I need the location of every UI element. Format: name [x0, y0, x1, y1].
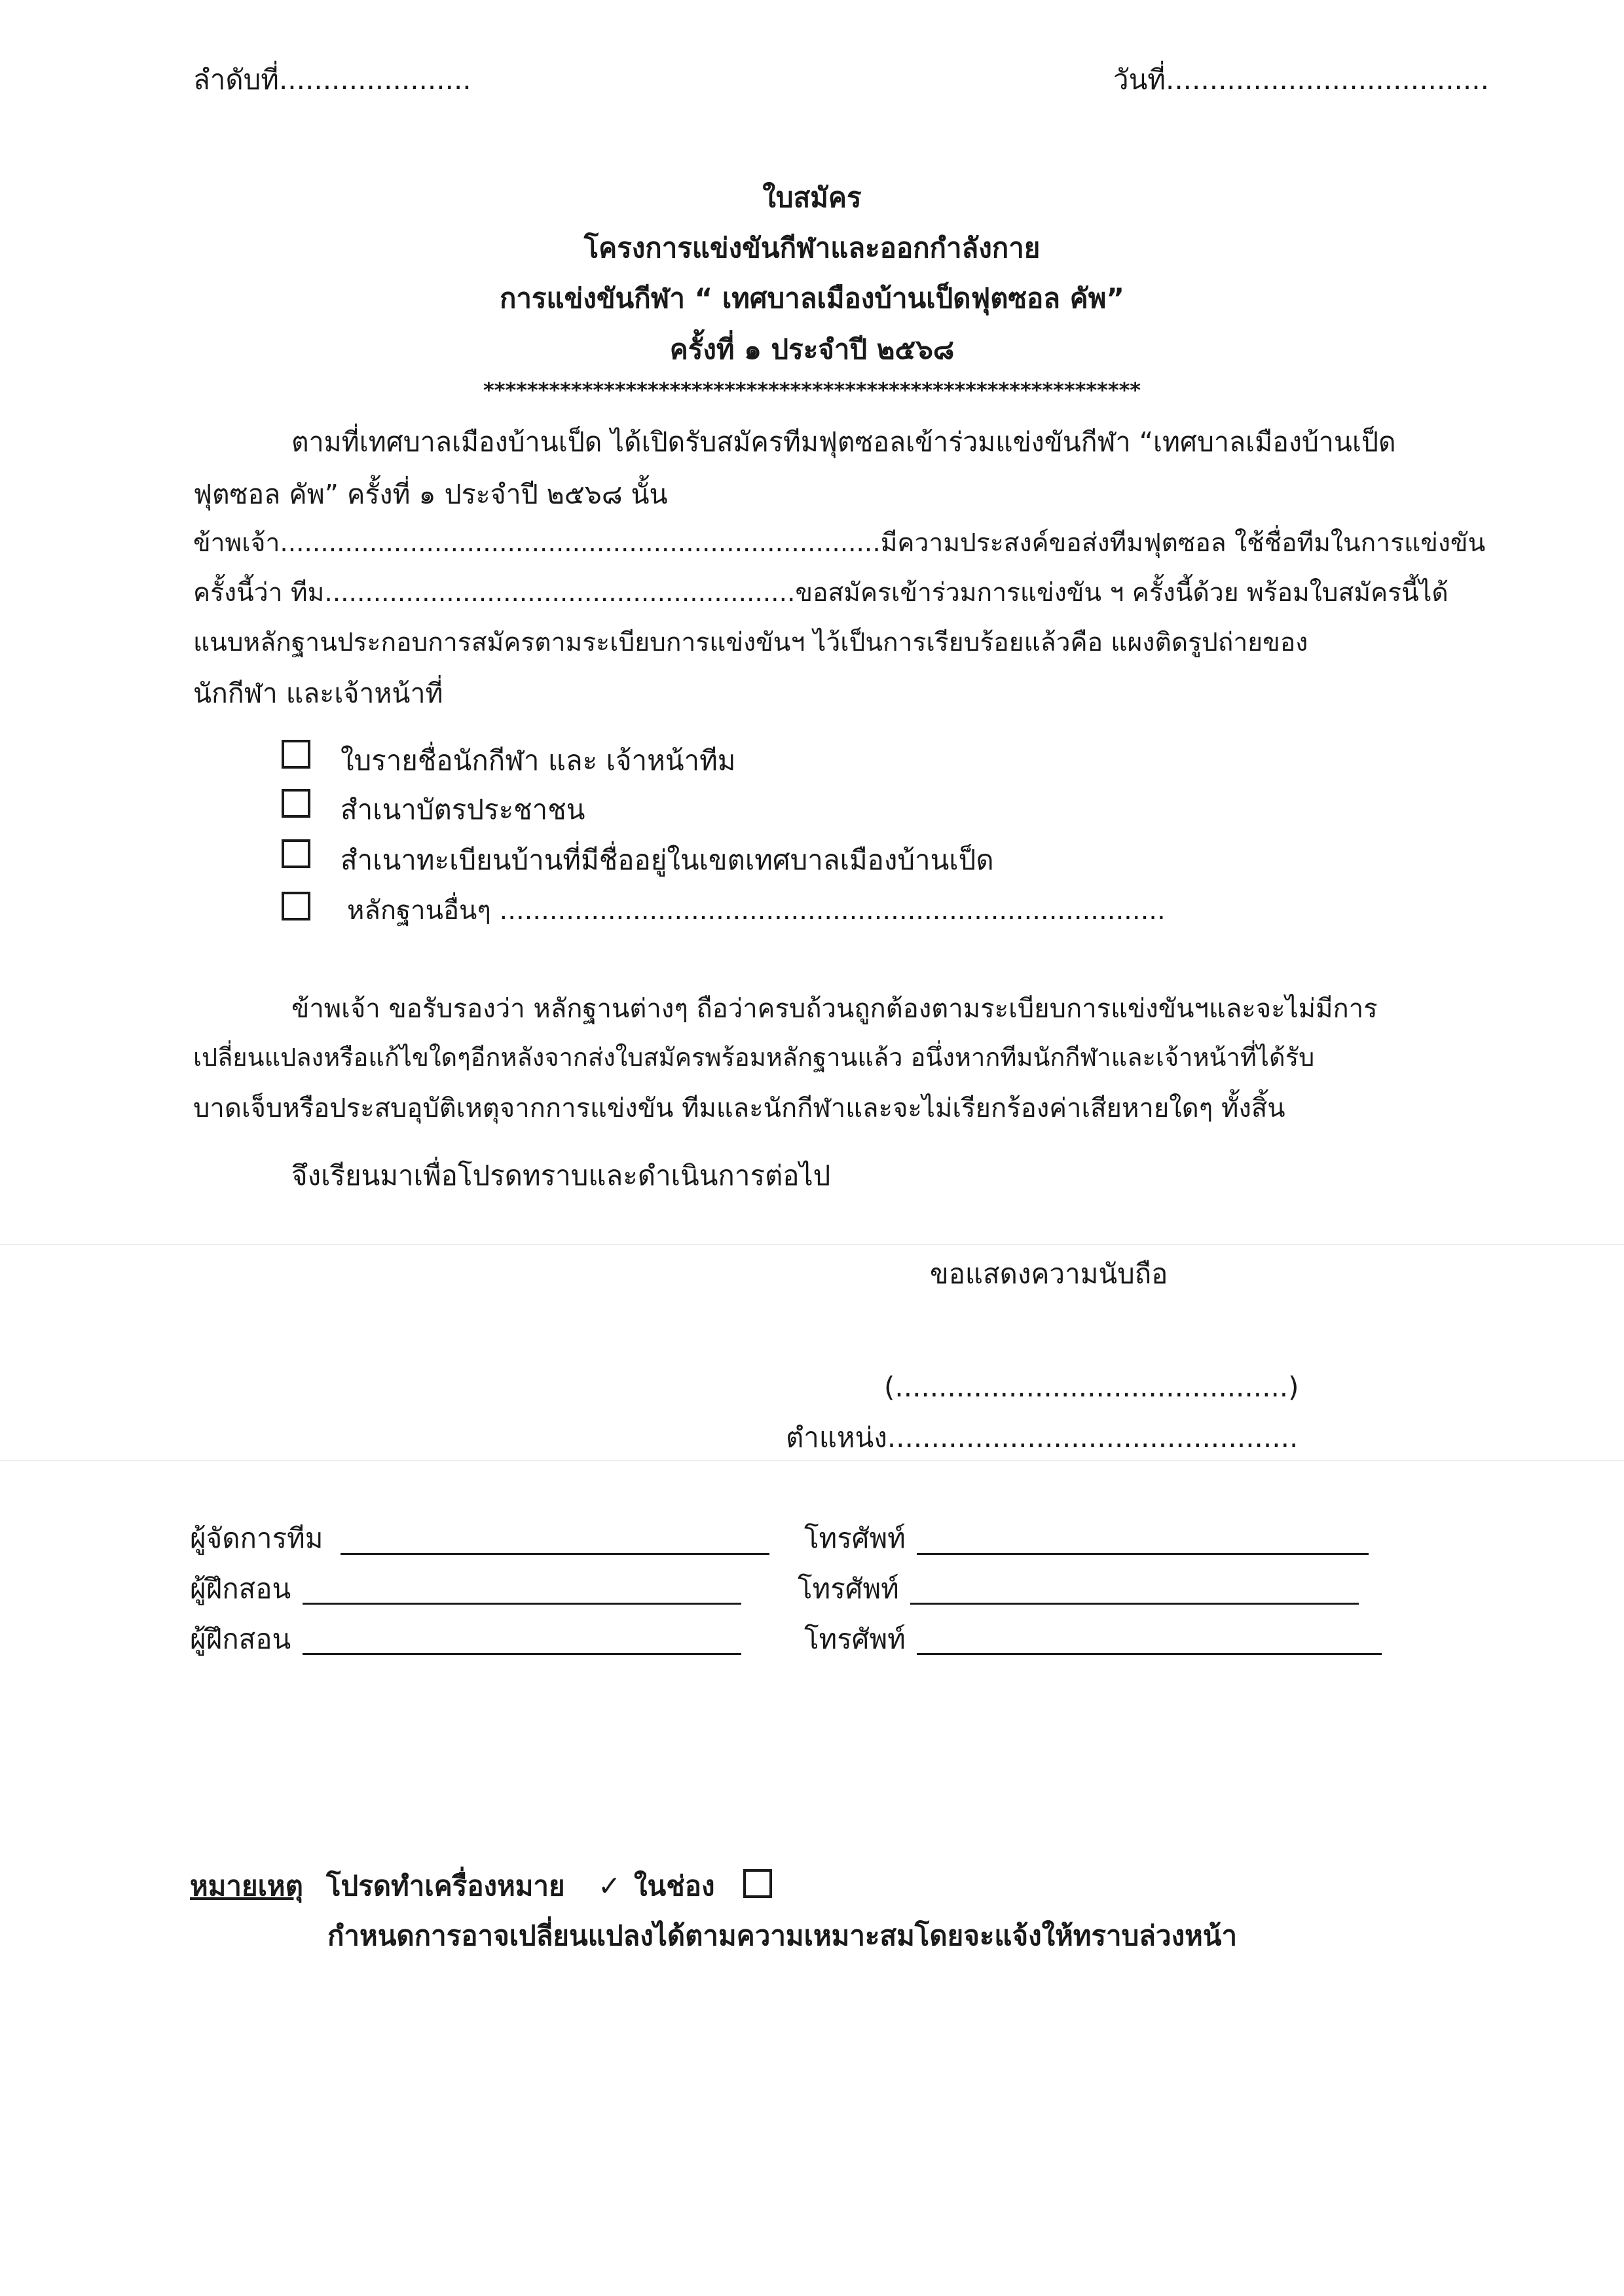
intro-line-1: ตามที่เทศบาลเมืองบ้านเป็ด ได้เปิดรับสมัครทีมฟุตซอลเข้าร่วมแข่งขันกีฬา “เทศบาลเมืองบ้านเป็ด — [291, 426, 1396, 458]
coach-1-phone-line[interactable] — [910, 1603, 1359, 1605]
coach-2-phone-label: โทรศัพท์ — [804, 1623, 906, 1655]
scan-artifact-line — [0, 1244, 1624, 1245]
team-manager-phone-line[interactable] — [917, 1553, 1369, 1555]
competition-name: การแข่งขันกีฬา “ เทศบาลเมืองบ้านเป็ดฟุตซอล คัพ” — [499, 282, 1125, 314]
coach-1-name-line[interactable] — [303, 1603, 741, 1605]
note-schedule-change: กำหนดการอาจเปลี่ยนแปลงได้ตามความเหมาะสมโดยจะแจ้งให้ทราบล่วงหน้า — [327, 1920, 1238, 1952]
checkbox-id-card[interactable] — [282, 789, 310, 818]
team-name-line: ครั้งนี้ว่า ทีม..........................................................ขอสมัครเข้าร่วมการแข่งขัน ฯ ครั้งนี้ด้วย พร้อมใบสมัครนี้ได้ — [193, 578, 1449, 608]
applicant-line: ข้าพเจ้า..........................................................................มีความประสงค์ขอส่งทีมฟุตซอล ใช้ชื่อทีมในการแข่งขัน — [193, 528, 1486, 558]
scan-artifact-line — [0, 1460, 1624, 1461]
signature-name-field: (.............................................) — [884, 1371, 1299, 1403]
closing-sentence: จึงเรียนมาเพื่อโปรดทราบและดำเนินการต่อไป — [291, 1159, 831, 1192]
coach-2-phone-line[interactable] — [917, 1653, 1382, 1655]
certify-line-2: เปลี่ยนแปลงหรือแก้ไขใดๆอีกหลังจากส่งใบสมัครพร้อมหลักฐานแล้ว อนึ่งหากทีมนักกีฬาและเจ้าหน้าที่ได้รับ — [193, 1043, 1315, 1072]
attachment-line-end: นักกีฬา และเจ้าหน้าที่ — [193, 678, 443, 709]
team-manager-name-line[interactable] — [341, 1553, 769, 1555]
checkbox-player-list[interactable] — [282, 740, 310, 769]
coach-2-label: ผู้ฝึกสอน — [190, 1623, 291, 1655]
edition-year: ครั้งที่ ๑ ประจำปี ๒๕๖๘ — [669, 333, 955, 365]
note-in-box: ในช่อง — [634, 1870, 715, 1902]
form-title: ใบสมัคร — [762, 181, 862, 213]
intro-line-2: ฟุตซอล คัพ” ครั้งที่ ๑ ประจำปี ๒๕๖๘ นั้น — [193, 479, 668, 510]
team-manager-label: ผู้จัดการทีม — [190, 1522, 323, 1554]
note-label: หมายเหตุ — [190, 1870, 303, 1902]
star-divider: ************************************************************ — [483, 378, 1141, 403]
checkbox-house-registration[interactable] — [282, 839, 310, 868]
checkbox-other-evidence[interactable] — [282, 892, 310, 920]
coach-1-label: ผู้ฝึกสอน — [190, 1573, 291, 1605]
checkmark-icon: ✓ — [598, 1870, 621, 1902]
signature-position-field: ตำแหน่ง............................................... — [786, 1421, 1299, 1453]
project-name: โครงการแข่งขันกีฬาและออกกำลังกาย — [583, 232, 1041, 264]
team-manager-phone-label: โทรศัพท์ — [804, 1522, 906, 1554]
attachment-line: แนบหลักฐานประกอบการสมัครตามระเบียบการแข่งขันฯ ไว้เป็นการเรียบร้อยแล้วคือ แผงติดรูปถ่ายของ — [193, 628, 1308, 657]
note-instruction: โปรดทำเครื่องหมาย — [326, 1870, 565, 1902]
regards-text: ขอแสดงความนับถือ — [930, 1258, 1168, 1290]
checklist-item-other-evidence: หลักฐานอื่นๆ ................................................................................ — [347, 896, 1166, 926]
certify-line-1: ข้าพเจ้า ขอรับรองว่า หลักฐานต่างๆ ถือว่าครบถ้วนถูกต้องตามระเบียบการแข่งขันฯและจะไม่มีการ — [291, 994, 1378, 1024]
coach-2-name-line[interactable] — [303, 1653, 741, 1655]
date-field: วันที่..................................... — [1113, 64, 1489, 96]
coach-1-phone-label: โทรศัพท์ — [798, 1573, 899, 1605]
checklist-item-id-card: สำเนาบัตรประชาชน — [341, 793, 585, 826]
checklist-item-house-registration: สำเนาทะเบียนบ้านที่มีชื่ออยู่ในเขตเทศบาลเมืองบ้านเป็ด — [341, 844, 994, 876]
checklist-item-player-list: ใบรายชื่อนักกีฬา และ เจ้าหน้าทีม — [341, 744, 736, 776]
note-example-checkbox — [743, 1869, 772, 1898]
certify-line-3: บาดเจ็บหรือประสบอุบัติเหตุจากการแข่งขัน ทีมและนักกีฬาและจะไม่เรียกร้องค่าเสียหายใดๆ ทั้งสิ้น — [193, 1093, 1285, 1123]
order-number-field: ลำดับที่...................... — [193, 64, 471, 96]
